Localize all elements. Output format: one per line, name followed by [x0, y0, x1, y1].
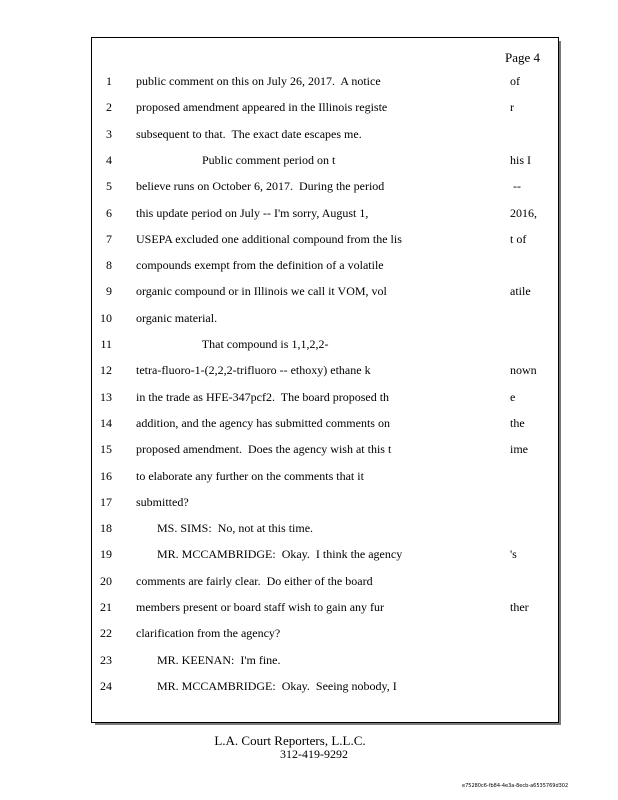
line-number: 11: [100, 337, 112, 351]
line-number: 19: [100, 547, 112, 562]
line-tail: his I: [510, 152, 531, 167]
line-number: 8: [106, 258, 112, 273]
line-number: 22: [100, 626, 112, 641]
line-text: compounds exempt from the definition of a volatile: [136, 258, 384, 273]
line-number: 13: [100, 389, 112, 404]
line-number: 24: [100, 678, 112, 693]
transcript-page: [91, 37, 559, 723]
line-number: 4: [106, 152, 112, 167]
line-number: 6: [106, 205, 112, 220]
line-text: proposed amendment. Does the agency wish at this t: [136, 442, 392, 457]
line-text: USEPA excluded one additional compound from the lis: [136, 231, 402, 246]
line-number: 1: [106, 74, 112, 88]
line-number: 2: [106, 100, 112, 115]
line-text: organic material.: [136, 310, 218, 325]
line-text: MR. MCCAMBRIDGE: Okay. Seeing nobody, I: [136, 678, 397, 693]
line-tail: nown: [510, 363, 537, 378]
line-text: Public comment period on t: [136, 152, 336, 167]
line-tail: t of: [510, 231, 527, 246]
line-tail: ther: [510, 600, 529, 614]
line-number: 5: [106, 179, 112, 194]
line-text: addition, and the agency has submitted comments on: [136, 415, 390, 430]
line-number: 23: [100, 652, 112, 667]
line-number: 16: [100, 468, 112, 483]
line-tail: 's: [510, 547, 517, 562]
line-text: clarification from the agency?: [136, 626, 281, 641]
line-text: proposed amendment appeared in the Illinois registe: [136, 100, 388, 115]
line-tail: ime: [510, 442, 528, 457]
line-text: comments are fairly clear. Do either of the board: [136, 573, 373, 588]
line-tail: --: [510, 179, 521, 194]
line-number: 21: [100, 600, 112, 614]
line-text: subsequent to that. The exact date escapes me.: [136, 126, 362, 141]
line-text: MS. SIMS: No, not at this time.: [136, 521, 314, 536]
line-tail: atile: [510, 284, 531, 299]
line-text: believe runs on October 6, 2017. During the period: [136, 179, 385, 194]
line-text: That compound is 1,1,2,2-: [136, 337, 329, 351]
line-number: 20: [100, 573, 112, 588]
line-text: in the trade as HFE-347pcf2. The board proposed th: [136, 389, 390, 404]
line-number: 10: [100, 310, 112, 325]
document-id: e75280c6-fb84-4e3a-8ecb-a6535769d302: [462, 783, 569, 789]
line-text: to elaborate any further on the comments that it: [136, 468, 364, 483]
line-text: this update period on July -- I'm sorry, August 1,: [136, 205, 369, 220]
line-text: MR. MCCAMBRIDGE: Okay. I think the agency: [136, 547, 403, 562]
footer-company: L.A. Court Reporters, L.L.C.: [214, 733, 366, 748]
line-number: 7: [106, 231, 112, 246]
line-text: public comment on this on July 26, 2017. A notice: [136, 74, 381, 88]
line-tail: e: [510, 389, 516, 404]
line-tail: the: [510, 415, 525, 430]
line-tail: 2016,: [510, 205, 537, 220]
line-number: 12: [100, 363, 112, 378]
page-number: Page 4: [505, 50, 541, 65]
line-text: MR. KEENAN: I'm fine.: [136, 652, 281, 667]
line-number: 3: [106, 126, 112, 141]
footer-phone: 312-419-9292: [280, 747, 348, 761]
line-tail: r: [510, 100, 514, 115]
line-number: 15: [100, 442, 112, 457]
line-text: tetra-fluoro-1-(2,2,2-trifluoro -- ethoxy) ethane k: [136, 363, 371, 378]
line-text: members present or board staff wish to gain any fur: [136, 600, 385, 614]
line-text: organic compound or in Illinois we call it VOM, vol: [136, 284, 387, 299]
line-number: 9: [106, 284, 112, 299]
line-text: submitted?: [136, 494, 189, 509]
line-number: 14: [100, 415, 112, 430]
line-number: 17: [100, 494, 112, 509]
line-tail: of: [510, 74, 520, 88]
line-number: 18: [100, 521, 112, 536]
